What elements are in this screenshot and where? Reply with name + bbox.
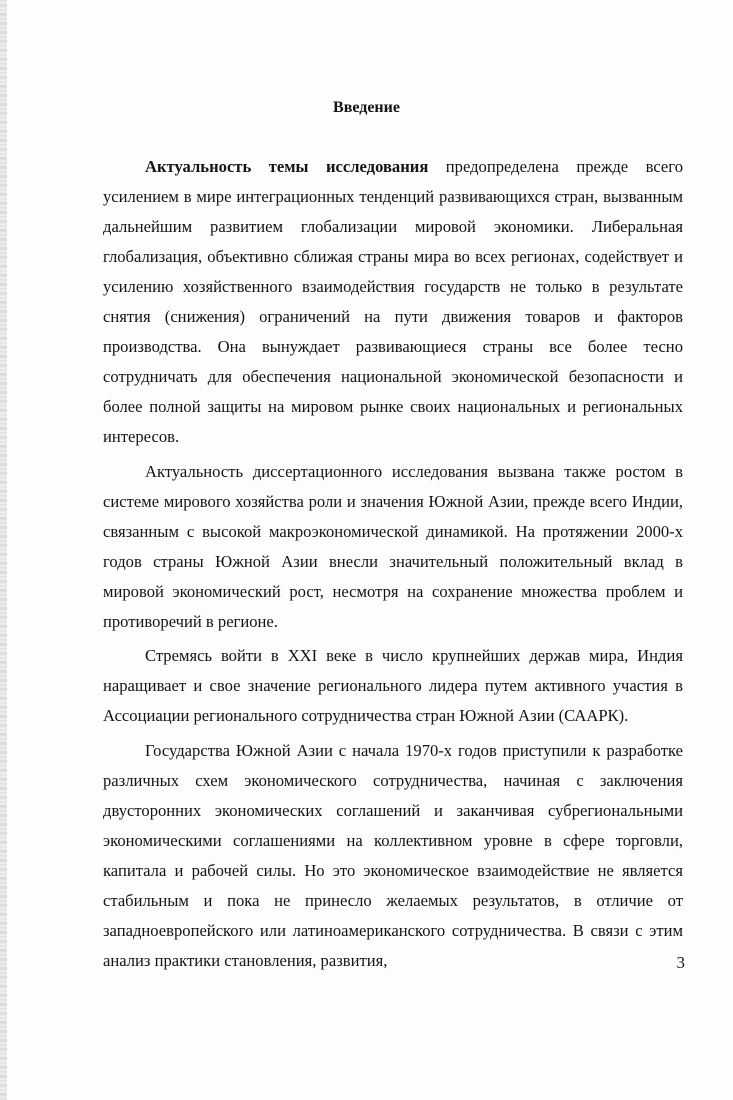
page-title: Введение (333, 99, 400, 116)
paragraph-relevance (103, 152, 683, 452)
paragraph-india (103, 641, 683, 731)
document-body (103, 152, 683, 980)
paragraph-lead-term: Актуальность темы исследования (145, 157, 429, 176)
scan-binding-edge (0, 0, 7, 1100)
paragraph-text: Государства Южной Азии с начала 1970-х годов приступили к разработке различных схем экономического сотрудничества, начиная с заключения двусторонних экономических соглашений и заканчивая субрегиональными экономическими соглашениями на коллективном уровне в сфере торговли, капитала и рабочей силы. Но это экономическое взаимодействие не является стабильным и пока не принесло желаемых результатов, в отличие от западноевропейского или латиноамериканского сотрудничества. В связи с этим анализ практики становления, развития, (103, 740, 683, 970)
page-number: 3 (676, 953, 685, 972)
paragraph-text: Актуальность диссертационного исследования вызвана также ростом в системе мирового хозяйства роли и значения Южной Азии, прежде всего Индии, связанным с высокой макроэкономической динамикой. На протяжении 2000-х годов страны Южной Азии внесли значительный положительный вклад в мировой экономический рост, несмотря на сохранение множества проблем и противоречий в регионе. (103, 461, 683, 631)
paragraph-text: Стремясь войти в XXI веке в число крупнейших держав мира, Индия наращивает и свое значение регионального лидера путем активного участия в Ассоциации регионального сотрудничества стран Южной Азии (СААРК). (103, 646, 683, 725)
paragraph-south-asia (103, 457, 683, 637)
paragraph-cooperation (103, 736, 683, 976)
paragraph-text: предопределена прежде всего усилением в мире интеграционных тенденций развивающихся стран, вызванным дальнейшим развитием глобализации мировой экономики. Либеральная глобализация, объективно сближая страны мира во всех регионах, содействует и усилению хозяйственного взаимодействия государств не только в результате снятия (снижения) ограничений на пути движения товаров и факторов производства. Она вынуждает развивающиеся страны все более тесно сотрудничать для обеспечения национальной экономической безопасности и более полной защиты на мировом рынке своих национальных и региональных интересов. (103, 157, 683, 446)
